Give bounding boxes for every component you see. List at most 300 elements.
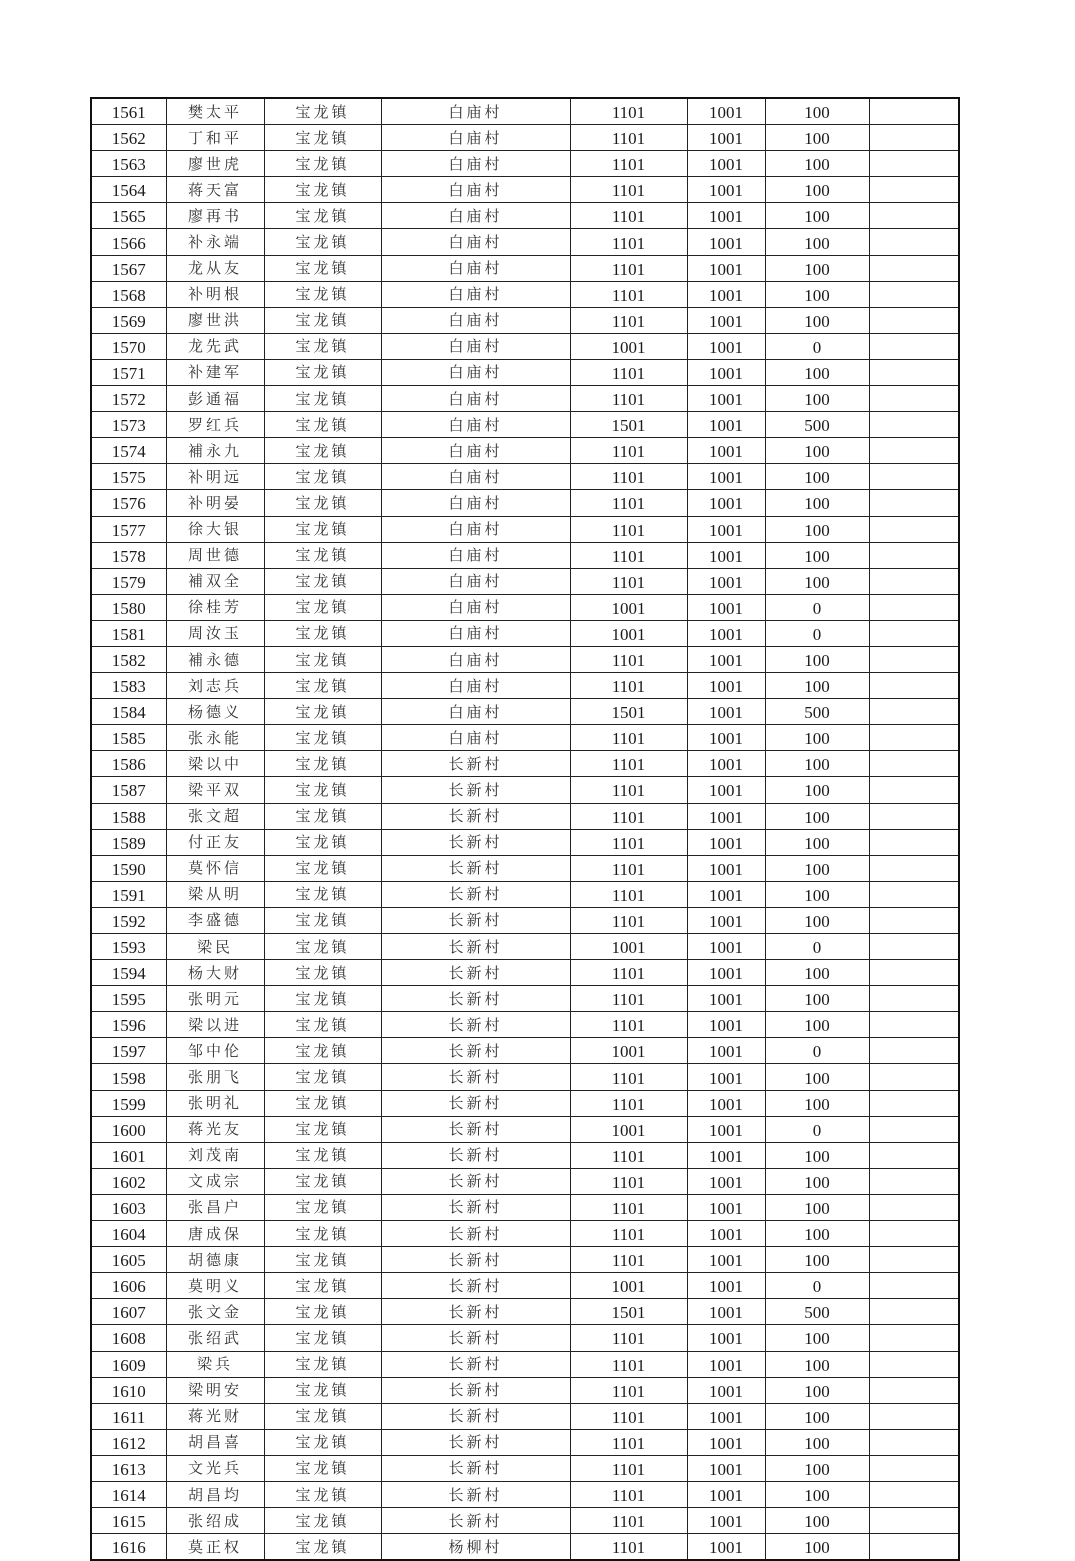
amount-cell: 100	[765, 1351, 869, 1377]
code-b-cell: 1001	[687, 255, 765, 281]
row-number-cell: 1565	[91, 203, 166, 229]
name-cell: 廖世虎	[166, 151, 264, 177]
note-cell	[869, 1116, 959, 1142]
row-number-cell: 1607	[91, 1299, 166, 1325]
row-number-cell: 1564	[91, 177, 166, 203]
village-cell: 长新村	[381, 855, 570, 881]
amount-cell: 100	[765, 673, 869, 699]
town-cell: 宝龙镇	[264, 646, 381, 672]
row-number-cell: 1561	[91, 98, 166, 125]
village-cell: 白庙村	[381, 98, 570, 125]
code-b-cell: 1001	[687, 151, 765, 177]
town-cell: 宝龙镇	[264, 177, 381, 203]
name-cell: 付正友	[166, 829, 264, 855]
code-b-cell: 1001	[687, 125, 765, 151]
town-cell: 宝龙镇	[264, 98, 381, 125]
town-cell: 宝龙镇	[264, 151, 381, 177]
amount-cell: 100	[765, 1194, 869, 1220]
village-cell: 长新村	[381, 1142, 570, 1168]
code-b-cell: 1001	[687, 1247, 765, 1273]
name-cell: 李盛德	[166, 907, 264, 933]
row-number-cell: 1598	[91, 1064, 166, 1090]
code-a-cell: 1101	[570, 542, 687, 568]
code-b-cell: 1001	[687, 960, 765, 986]
village-cell: 白庙村	[381, 333, 570, 359]
name-cell: 丁和平	[166, 125, 264, 151]
note-cell	[869, 1064, 959, 1090]
code-a-cell: 1001	[570, 594, 687, 620]
name-cell: 胡昌均	[166, 1481, 264, 1507]
table-row	[91, 673, 959, 699]
village-cell: 长新村	[381, 803, 570, 829]
row-number-cell: 1596	[91, 1012, 166, 1038]
name-cell: 张朋飞	[166, 1064, 264, 1090]
table-row	[91, 725, 959, 751]
village-cell: 白庙村	[381, 568, 570, 594]
town-cell: 宝龙镇	[264, 516, 381, 542]
note-cell	[869, 281, 959, 307]
note-cell	[869, 151, 959, 177]
row-number-cell: 1606	[91, 1273, 166, 1299]
town-cell: 宝龙镇	[264, 673, 381, 699]
table-row	[91, 255, 959, 281]
row-number-cell: 1610	[91, 1377, 166, 1403]
amount-cell: 100	[765, 1221, 869, 1247]
table-row	[91, 620, 959, 646]
amount-cell: 100	[765, 751, 869, 777]
town-cell: 宝龙镇	[264, 594, 381, 620]
town-cell: 宝龙镇	[264, 1508, 381, 1534]
code-b-cell: 1001	[687, 725, 765, 751]
code-b-cell: 1001	[687, 907, 765, 933]
code-b-cell: 1001	[687, 1351, 765, 1377]
town-cell: 宝龙镇	[264, 1273, 381, 1299]
row-number-cell: 1578	[91, 542, 166, 568]
town-cell: 宝龙镇	[264, 307, 381, 333]
amount-cell: 100	[765, 229, 869, 255]
town-cell: 宝龙镇	[264, 281, 381, 307]
note-cell	[869, 98, 959, 125]
code-b-cell: 1001	[687, 281, 765, 307]
code-a-cell: 1101	[570, 829, 687, 855]
code-a-cell: 1001	[570, 1038, 687, 1064]
name-cell: 周汝玉	[166, 620, 264, 646]
amount-cell: 100	[765, 1534, 869, 1561]
village-cell: 长新村	[381, 1508, 570, 1534]
row-number-cell: 1581	[91, 620, 166, 646]
note-cell	[869, 1508, 959, 1534]
row-number-cell: 1609	[91, 1351, 166, 1377]
code-b-cell: 1001	[687, 568, 765, 594]
table-row	[91, 98, 959, 125]
code-b-cell: 1001	[687, 881, 765, 907]
amount-cell: 100	[765, 151, 869, 177]
code-b-cell: 1001	[687, 803, 765, 829]
amount-cell: 100	[765, 1508, 869, 1534]
table-row	[91, 568, 959, 594]
town-cell: 宝龙镇	[264, 960, 381, 986]
table-row	[91, 646, 959, 672]
code-a-cell: 1101	[570, 386, 687, 412]
village-cell: 白庙村	[381, 646, 570, 672]
code-b-cell: 1001	[687, 934, 765, 960]
village-cell: 长新村	[381, 1325, 570, 1351]
row-number-cell: 1599	[91, 1090, 166, 1116]
amount-cell: 100	[765, 1168, 869, 1194]
town-cell: 宝龙镇	[264, 751, 381, 777]
note-cell	[869, 986, 959, 1012]
table-row	[91, 751, 959, 777]
code-a-cell: 1101	[570, 855, 687, 881]
amount-cell: 100	[765, 490, 869, 516]
row-number-cell: 1616	[91, 1534, 166, 1561]
amount-cell: 100	[765, 960, 869, 986]
code-b-cell: 1001	[687, 1194, 765, 1220]
code-a-cell: 1101	[570, 98, 687, 125]
row-number-cell: 1605	[91, 1247, 166, 1273]
table-row	[91, 1429, 959, 1455]
note-cell	[869, 1377, 959, 1403]
code-b-cell: 1001	[687, 594, 765, 620]
town-cell: 宝龙镇	[264, 333, 381, 359]
name-cell: 梁兵	[166, 1351, 264, 1377]
table-row	[91, 881, 959, 907]
town-cell: 宝龙镇	[264, 777, 381, 803]
amount-cell: 100	[765, 646, 869, 672]
name-cell: 龙先武	[166, 333, 264, 359]
town-cell: 宝龙镇	[264, 1064, 381, 1090]
code-b-cell: 1001	[687, 1168, 765, 1194]
village-cell: 长新村	[381, 934, 570, 960]
code-b-cell: 1001	[687, 333, 765, 359]
table-row	[91, 1012, 959, 1038]
name-cell: 文成宗	[166, 1168, 264, 1194]
note-cell	[869, 881, 959, 907]
name-cell: 莫怀信	[166, 855, 264, 881]
note-cell	[869, 620, 959, 646]
name-cell: 補双全	[166, 568, 264, 594]
code-a-cell: 1101	[570, 960, 687, 986]
code-b-cell: 1001	[687, 359, 765, 385]
amount-cell: 100	[765, 438, 869, 464]
code-b-cell: 1001	[687, 699, 765, 725]
note-cell	[869, 725, 959, 751]
table-row	[91, 1142, 959, 1168]
village-cell: 白庙村	[381, 725, 570, 751]
town-cell: 宝龙镇	[264, 1481, 381, 1507]
code-b-cell: 1001	[687, 1325, 765, 1351]
town-cell: 宝龙镇	[264, 464, 381, 490]
note-cell	[869, 307, 959, 333]
code-a-cell: 1101	[570, 151, 687, 177]
village-cell: 长新村	[381, 829, 570, 855]
name-cell: 补永端	[166, 229, 264, 255]
table-row	[91, 359, 959, 385]
village-cell: 白庙村	[381, 203, 570, 229]
table-row	[91, 594, 959, 620]
note-cell	[869, 359, 959, 385]
note-cell	[869, 1351, 959, 1377]
note-cell	[869, 464, 959, 490]
town-cell: 宝龙镇	[264, 881, 381, 907]
town-cell: 宝龙镇	[264, 855, 381, 881]
name-cell: 胡德康	[166, 1247, 264, 1273]
code-b-cell: 1001	[687, 1455, 765, 1481]
code-b-cell: 1001	[687, 203, 765, 229]
village-cell: 长新村	[381, 1403, 570, 1429]
code-b-cell: 1001	[687, 855, 765, 881]
note-cell	[869, 1247, 959, 1273]
code-b-cell: 1001	[687, 1012, 765, 1038]
village-cell: 白庙村	[381, 594, 570, 620]
row-number-cell: 1590	[91, 855, 166, 881]
code-b-cell: 1001	[687, 412, 765, 438]
table-row	[91, 333, 959, 359]
code-b-cell: 1001	[687, 673, 765, 699]
code-a-cell: 1001	[570, 934, 687, 960]
name-cell: 樊太平	[166, 98, 264, 125]
town-cell: 宝龙镇	[264, 829, 381, 855]
note-cell	[869, 203, 959, 229]
name-cell: 梁明安	[166, 1377, 264, 1403]
town-cell: 宝龙镇	[264, 620, 381, 646]
table-row	[91, 412, 959, 438]
village-cell: 白庙村	[381, 412, 570, 438]
code-b-cell: 1001	[687, 620, 765, 646]
town-cell: 宝龙镇	[264, 1534, 381, 1561]
amount-cell: 100	[765, 725, 869, 751]
town-cell: 宝龙镇	[264, 1221, 381, 1247]
code-a-cell: 1101	[570, 568, 687, 594]
code-a-cell: 1501	[570, 1299, 687, 1325]
code-b-cell: 1001	[687, 1299, 765, 1325]
table-row	[91, 803, 959, 829]
table-row	[91, 1273, 959, 1299]
town-cell: 宝龙镇	[264, 568, 381, 594]
village-cell: 长新村	[381, 1273, 570, 1299]
village-cell: 长新村	[381, 960, 570, 986]
code-a-cell: 1101	[570, 1351, 687, 1377]
table-row	[91, 1038, 959, 1064]
code-b-cell: 1001	[687, 1377, 765, 1403]
code-a-cell: 1001	[570, 1116, 687, 1142]
table-row	[91, 829, 959, 855]
note-cell	[869, 1012, 959, 1038]
table-row	[91, 960, 959, 986]
code-b-cell: 1001	[687, 1064, 765, 1090]
code-b-cell: 1001	[687, 386, 765, 412]
note-cell	[869, 386, 959, 412]
row-number-cell: 1604	[91, 1221, 166, 1247]
amount-cell: 100	[765, 203, 869, 229]
code-b-cell: 1001	[687, 1116, 765, 1142]
code-a-cell: 1101	[570, 177, 687, 203]
row-number-cell: 1612	[91, 1429, 166, 1455]
name-cell: 胡昌喜	[166, 1429, 264, 1455]
town-cell: 宝龙镇	[264, 542, 381, 568]
amount-cell: 100	[765, 281, 869, 307]
amount-cell: 100	[765, 516, 869, 542]
town-cell: 宝龙镇	[264, 1194, 381, 1220]
code-a-cell: 1101	[570, 1508, 687, 1534]
name-cell: 廖世洪	[166, 307, 264, 333]
note-cell	[869, 229, 959, 255]
table-row	[91, 1325, 959, 1351]
code-a-cell: 1101	[570, 1247, 687, 1273]
note-cell	[869, 1403, 959, 1429]
amount-cell: 0	[765, 1116, 869, 1142]
code-b-cell: 1001	[687, 777, 765, 803]
note-cell	[869, 673, 959, 699]
table-row	[91, 1299, 959, 1325]
code-b-cell: 1001	[687, 1429, 765, 1455]
town-cell: 宝龙镇	[264, 1012, 381, 1038]
row-number-cell: 1574	[91, 438, 166, 464]
village-cell: 杨柳村	[381, 1534, 570, 1561]
code-b-cell: 1001	[687, 464, 765, 490]
table-row	[91, 386, 959, 412]
town-cell: 宝龙镇	[264, 255, 381, 281]
row-number-cell: 1567	[91, 255, 166, 281]
village-cell: 白庙村	[381, 673, 570, 699]
row-number-cell: 1601	[91, 1142, 166, 1168]
town-cell: 宝龙镇	[264, 934, 381, 960]
row-number-cell: 1584	[91, 699, 166, 725]
code-a-cell: 1101	[570, 203, 687, 229]
amount-cell: 500	[765, 1299, 869, 1325]
row-number-cell: 1591	[91, 881, 166, 907]
amount-cell: 100	[765, 1090, 869, 1116]
code-a-cell: 1101	[570, 1534, 687, 1561]
note-cell	[869, 516, 959, 542]
name-cell: 廖再书	[166, 203, 264, 229]
code-b-cell: 1001	[687, 829, 765, 855]
table-body	[91, 98, 959, 1560]
village-cell: 长新村	[381, 1168, 570, 1194]
note-cell	[869, 438, 959, 464]
amount-cell: 100	[765, 855, 869, 881]
name-cell: 刘志兵	[166, 673, 264, 699]
row-number-cell: 1566	[91, 229, 166, 255]
code-b-cell: 1001	[687, 307, 765, 333]
name-cell: 张绍武	[166, 1325, 264, 1351]
amount-cell: 0	[765, 1038, 869, 1064]
code-a-cell: 1101	[570, 490, 687, 516]
name-cell: 徐大银	[166, 516, 264, 542]
row-number-cell: 1568	[91, 281, 166, 307]
row-number-cell: 1586	[91, 751, 166, 777]
code-a-cell: 1101	[570, 1377, 687, 1403]
code-b-cell: 1001	[687, 177, 765, 203]
amount-cell: 100	[765, 777, 869, 803]
row-number-cell: 1580	[91, 594, 166, 620]
village-cell: 长新村	[381, 1116, 570, 1142]
code-a-cell: 1101	[570, 673, 687, 699]
name-cell: 梁民	[166, 934, 264, 960]
code-a-cell: 1101	[570, 1142, 687, 1168]
code-a-cell: 1001	[570, 333, 687, 359]
town-cell: 宝龙镇	[264, 1116, 381, 1142]
row-number-cell: 1569	[91, 307, 166, 333]
row-number-cell: 1585	[91, 725, 166, 751]
village-cell: 长新村	[381, 1064, 570, 1090]
village-cell: 白庙村	[381, 438, 570, 464]
town-cell: 宝龙镇	[264, 412, 381, 438]
code-a-cell: 1101	[570, 1012, 687, 1038]
amount-cell: 100	[765, 1403, 869, 1429]
name-cell: 邹中伦	[166, 1038, 264, 1064]
town-cell: 宝龙镇	[264, 907, 381, 933]
note-cell	[869, 177, 959, 203]
name-cell: 梁平双	[166, 777, 264, 803]
code-a-cell: 1101	[570, 646, 687, 672]
note-cell	[869, 751, 959, 777]
row-number-cell: 1613	[91, 1455, 166, 1481]
name-cell: 张永能	[166, 725, 264, 751]
town-cell: 宝龙镇	[264, 986, 381, 1012]
table-row	[91, 281, 959, 307]
table-row	[91, 177, 959, 203]
row-number-cell: 1603	[91, 1194, 166, 1220]
code-a-cell: 1101	[570, 1403, 687, 1429]
row-number-cell: 1562	[91, 125, 166, 151]
code-b-cell: 1001	[687, 646, 765, 672]
code-a-cell: 1101	[570, 1221, 687, 1247]
code-a-cell: 1001	[570, 620, 687, 646]
note-cell	[869, 934, 959, 960]
row-number-cell: 1597	[91, 1038, 166, 1064]
row-number-cell: 1595	[91, 986, 166, 1012]
code-b-cell: 1001	[687, 438, 765, 464]
row-number-cell: 1576	[91, 490, 166, 516]
note-cell	[869, 255, 959, 281]
row-number-cell: 1583	[91, 673, 166, 699]
code-a-cell: 1101	[570, 725, 687, 751]
table-row	[91, 855, 959, 881]
row-number-cell: 1593	[91, 934, 166, 960]
row-number-cell: 1572	[91, 386, 166, 412]
village-cell: 白庙村	[381, 490, 570, 516]
town-cell: 宝龙镇	[264, 1038, 381, 1064]
village-cell: 长新村	[381, 1377, 570, 1403]
table-row	[91, 1194, 959, 1220]
village-cell: 白庙村	[381, 281, 570, 307]
amount-cell: 100	[765, 1377, 869, 1403]
code-b-cell: 1001	[687, 98, 765, 125]
name-cell: 补明晏	[166, 490, 264, 516]
village-cell: 长新村	[381, 1299, 570, 1325]
code-a-cell: 1101	[570, 1194, 687, 1220]
name-cell: 张明礼	[166, 1090, 264, 1116]
code-b-cell: 1001	[687, 229, 765, 255]
note-cell	[869, 1325, 959, 1351]
name-cell: 蒋天富	[166, 177, 264, 203]
code-b-cell: 1001	[687, 516, 765, 542]
town-cell: 宝龙镇	[264, 359, 381, 385]
code-b-cell: 1001	[687, 1221, 765, 1247]
village-cell: 长新村	[381, 1012, 570, 1038]
table-row	[91, 934, 959, 960]
note-cell	[869, 960, 959, 986]
note-cell	[869, 699, 959, 725]
town-cell: 宝龙镇	[264, 1168, 381, 1194]
table-row	[91, 1351, 959, 1377]
table-row	[91, 1090, 959, 1116]
code-b-cell: 1001	[687, 1090, 765, 1116]
note-cell	[869, 490, 959, 516]
code-a-cell: 1101	[570, 1064, 687, 1090]
code-a-cell: 1101	[570, 255, 687, 281]
